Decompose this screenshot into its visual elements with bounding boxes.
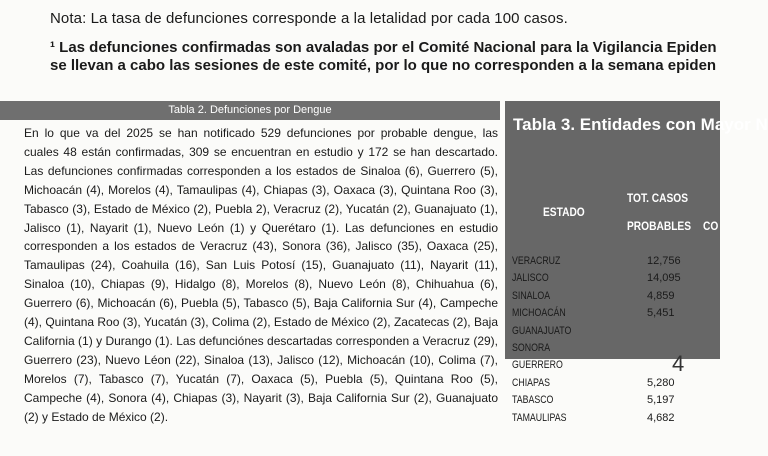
table2-text: En lo que va del 2025 se han notificado 529 defunciones por probable dengue, las cuales 48 están confirmadas, 309 se encuentran en estudio y 172 se han descartado. Las defunciones confirmadas corresponden a los estados de Sinaloa (6), Guerrero (5), Michoacán (4), Morelos (4), Tamaulipas (4), Chiapas (3), Oaxaca (3), Quintana Roo (3), Tabasco (3), Estado de México (2), Puebla 2), Veracruz (2), Yucatán (2), Guanajuato (1), Jalisco (1), Nayarit (1), Nuevo León (1) y Querétaro (1). Las defunciones en estudio corresponden a los estados de Veracruz (43), Sonora (36), Jalisco (35), Oaxaca (25), Tamaulipas (24), Coahuila (16), San Luis Potosí (15), Guanajuato (11), Nayarit (11), Sinaloa (10), Chiapas (9), Hidalgo (8), Morelos (8), Nuevo León (8), Chihuahua (6), Guerrero (6), Michoacán (6), Puebla (5), Tabasco (5), Baja California Sur (4), Campeche (4), Quintana Roo (3), Yucatán (3), Colima (2), Estado de México (2), Zacatecas (2), Baja California (1) y Durango (1). Las defunciónes descartadas corresponden a Veracruz (29), Guerrero (23), Nuevo Léon (22), Sinaloa (13), Jalisco (12), Michoacán (10), Colima (7), Morelos (7), Tabasco (7), Yucatán (7), Oaxaca (5), Puebla (5), Quintana Roo (5), Campeche (4), Sonora (4), Chiapas (3), Nayarit (3), Baja California Sur (2), Guanajuato (2) y Estado de México (2). <box>24 126 498 424</box>
table-row <box>505 322 720 339</box>
row-valor: 12,756 <box>647 255 681 267</box>
row-valor: 5,197 <box>647 394 675 407</box>
table-row <box>505 391 720 408</box>
row-estado: TAMAULIPAS <box>512 411 567 424</box>
row-valor: 4,682 <box>647 411 675 424</box>
row-estado: VERACRUZ <box>512 255 561 267</box>
row-estado: TABASCO <box>512 394 554 407</box>
table-row <box>505 409 720 426</box>
table3-rows <box>505 252 720 426</box>
row-estado: MICHOACÁN <box>512 307 566 320</box>
table-row <box>505 269 720 286</box>
table3-title: Tabla 3. Entidades con Mayor N <box>513 115 768 134</box>
table-row <box>505 287 720 304</box>
table-row <box>505 356 720 373</box>
table3-col-estado: ESTADO <box>543 205 585 219</box>
row-valor: 5,451 <box>647 307 675 320</box>
row-estado: CHIAPAS <box>512 376 550 389</box>
table-row <box>505 304 720 321</box>
table3-col-extra: CO <box>703 219 719 233</box>
row-estado: JALISCO <box>512 272 549 285</box>
row-valor: 4,859 <box>647 289 675 302</box>
table3-col-tot-1: TOT. CASOS <box>627 191 689 205</box>
row-estado: GUERRERO <box>512 359 563 372</box>
footnote <box>50 39 717 75</box>
note-text: Nota: La tasa de defunciones corresponde a la letalidad por cada 100 casos. <box>50 10 568 27</box>
page-number: 4 <box>672 351 685 376</box>
row-valor: 5,280 <box>647 376 675 389</box>
row-estado: SONORA <box>512 341 551 354</box>
table-row <box>505 252 720 269</box>
table3-col-tot-2: PROBABLES <box>627 219 692 233</box>
row-valor: 14,095 <box>647 272 681 285</box>
table-row <box>505 339 720 356</box>
row-estado: GUANAJUATO <box>512 324 572 337</box>
footnote-line-1: ¹ Las defunciones confirmadas son avaladas por el Comité Nacional para la Vigilancia Epiden <box>50 39 717 56</box>
footnote-line-2: se llevan a cabo las sesiones de este comité, por lo que no corresponden a la semana epiden <box>50 57 717 74</box>
table-row <box>505 374 720 391</box>
row-estado: SINALOA <box>512 289 551 302</box>
table2-title: Tabla 2. Defunciones por Dengue <box>0 101 500 120</box>
